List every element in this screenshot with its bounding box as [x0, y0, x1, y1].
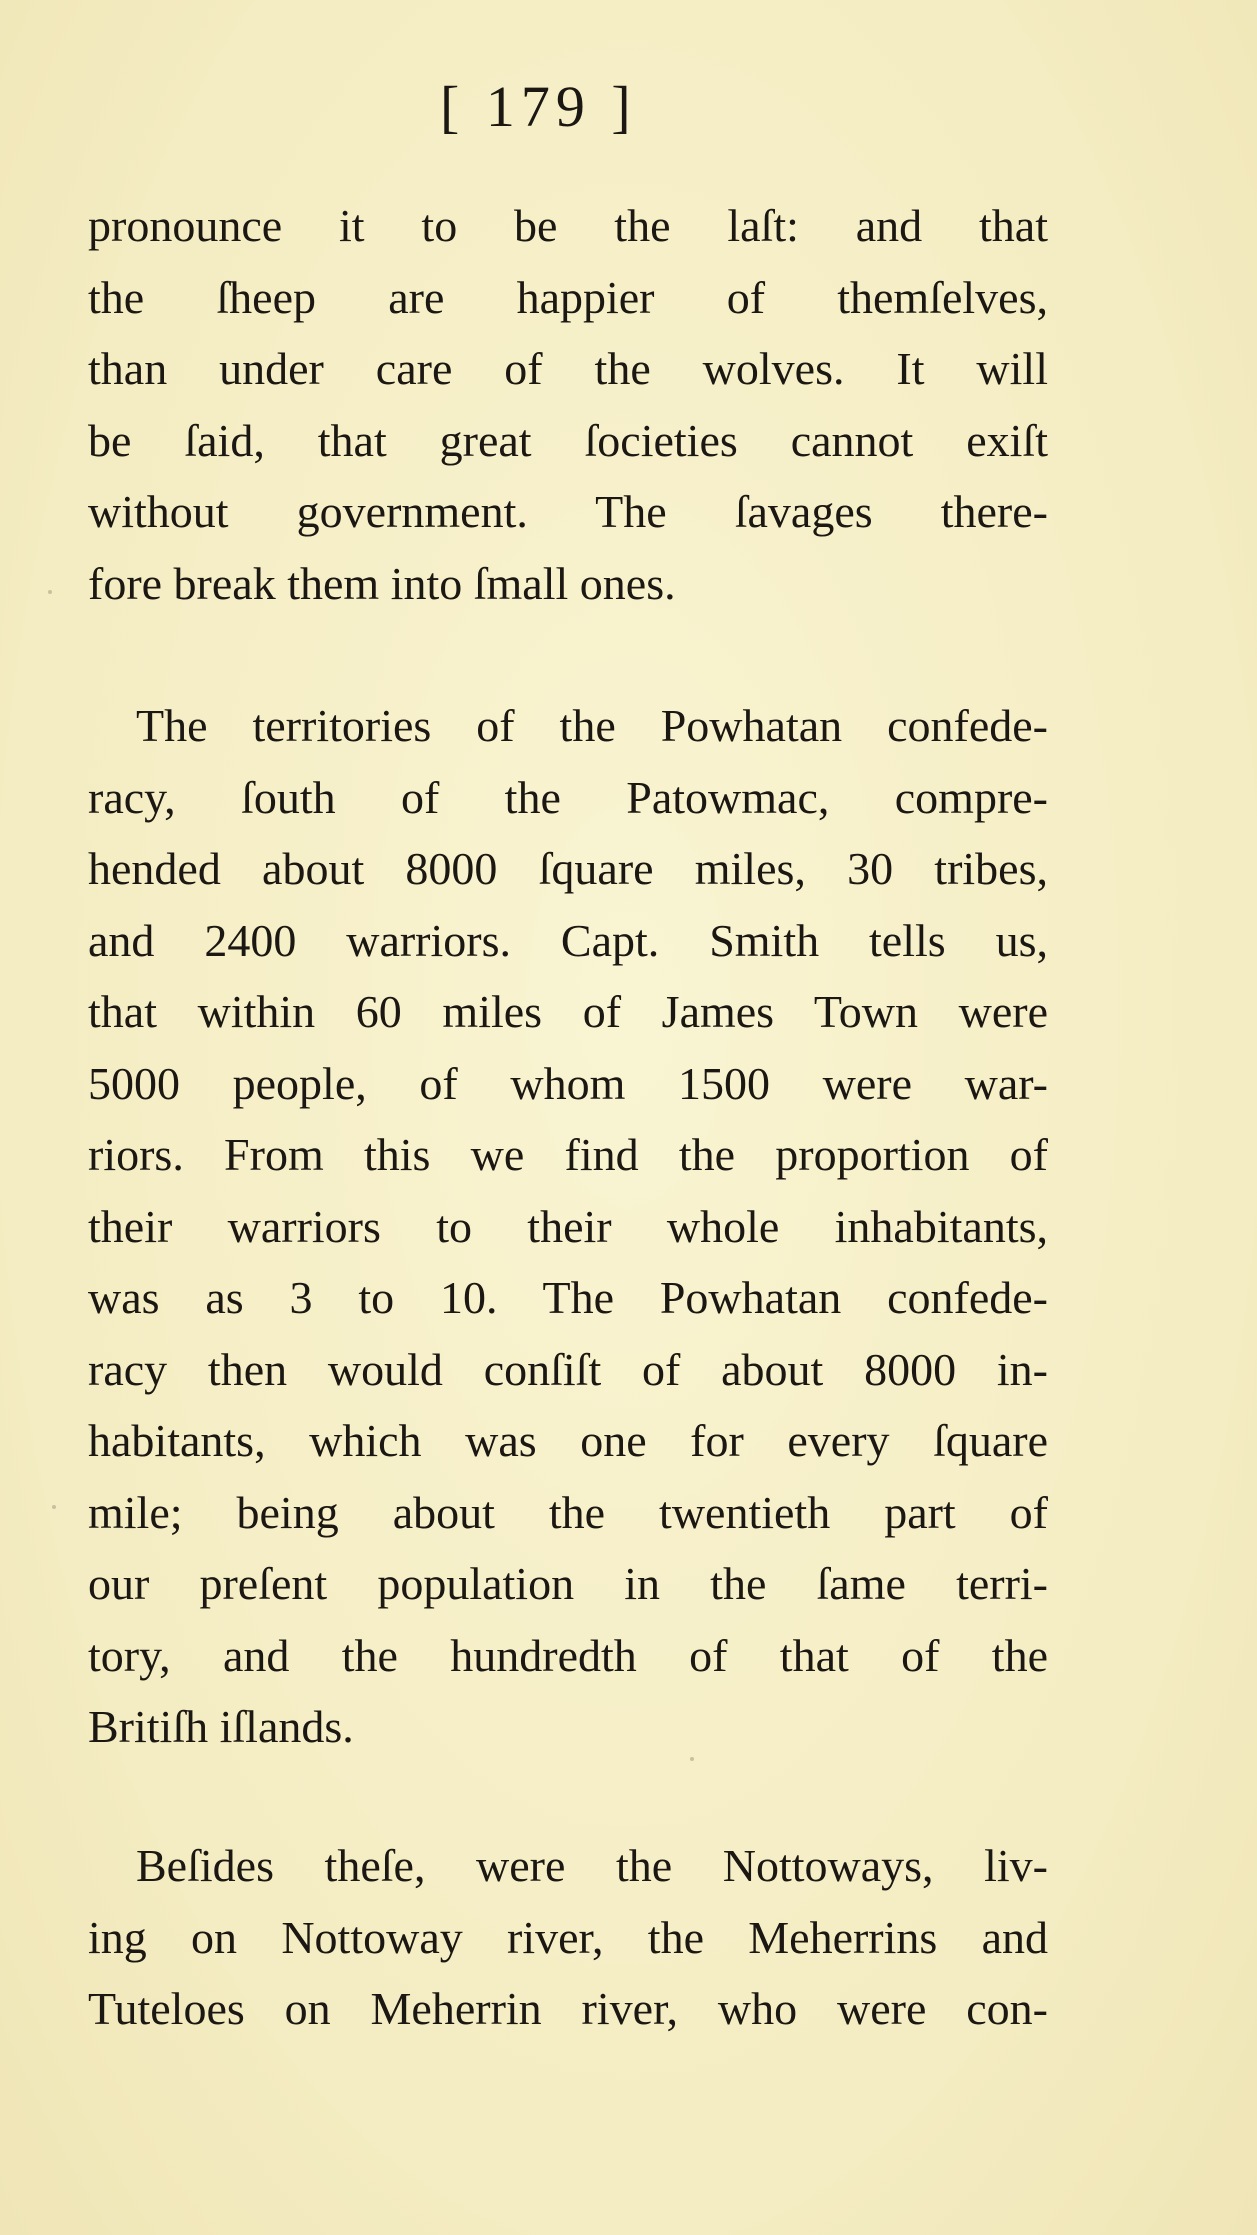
text-line: tory, and the hundredth of that of the	[88, 1629, 1048, 1681]
text-line: that within 60 miles of James Town were	[88, 986, 1048, 1037]
text-line: and 2400 warriors. Capt. Smith tells us,	[88, 914, 1048, 966]
text-line: their warriors to their whole inhabitants,	[88, 1200, 1048, 1252]
text-line: habitants, which was one for every ſquare	[88, 1415, 1048, 1466]
text-line: mile; being about the twentieth part of	[88, 1486, 1048, 1538]
text-line: fore break them into ſmall ones.	[88, 557, 676, 609]
margin-speck	[690, 1757, 694, 1761]
margin-speck	[48, 590, 52, 594]
text-line: The territories of the Powhatan confede-	[136, 700, 1048, 751]
paragraph-2	[88, 690, 1048, 1763]
text-line: pronounce it to be the laſt: and that	[88, 200, 1048, 251]
text-line: racy, ſouth of the Patowmac, compre-	[88, 771, 1048, 823]
text-line: riors. From this we find the proportion of	[88, 1129, 1048, 1180]
text-line: than under care of the wolves. It will	[88, 343, 1048, 394]
text-line: was as 3 to 10. The Powhatan confede-	[88, 1272, 1048, 1323]
text-line: racy then would conſiſt of about 8000 in-	[88, 1343, 1048, 1395]
text-line: ing on Nottoway river, the Meherrins and	[88, 1911, 1048, 1963]
page-number: [ 179 ]	[440, 74, 637, 139]
text-line: hended about 8000 ſquare miles, 30 tribes,	[88, 843, 1048, 894]
text-line: be ſaid, that great ſocieties cannot exiſt	[88, 414, 1048, 466]
text-line: the ſheep are happier of themſelves,	[88, 271, 1048, 323]
text-line: without government. The ſavages there-	[88, 486, 1048, 537]
text-line: our preſent population in the ſame terri-	[88, 1558, 1048, 1609]
text-line: 5000 people, of whom 1500 were war-	[88, 1057, 1048, 1109]
text-line: Tuteloes on Meherrin river, who were con-	[88, 1983, 1048, 2034]
margin-speck	[52, 1505, 56, 1509]
paragraph-1	[88, 190, 1048, 619]
text-line: Beſides theſe, were the Nottoways, liv-	[136, 1840, 1048, 1891]
text-line: Britiſh iſlands.	[88, 1701, 354, 1752]
paragraph-3	[88, 1830, 1048, 2045]
